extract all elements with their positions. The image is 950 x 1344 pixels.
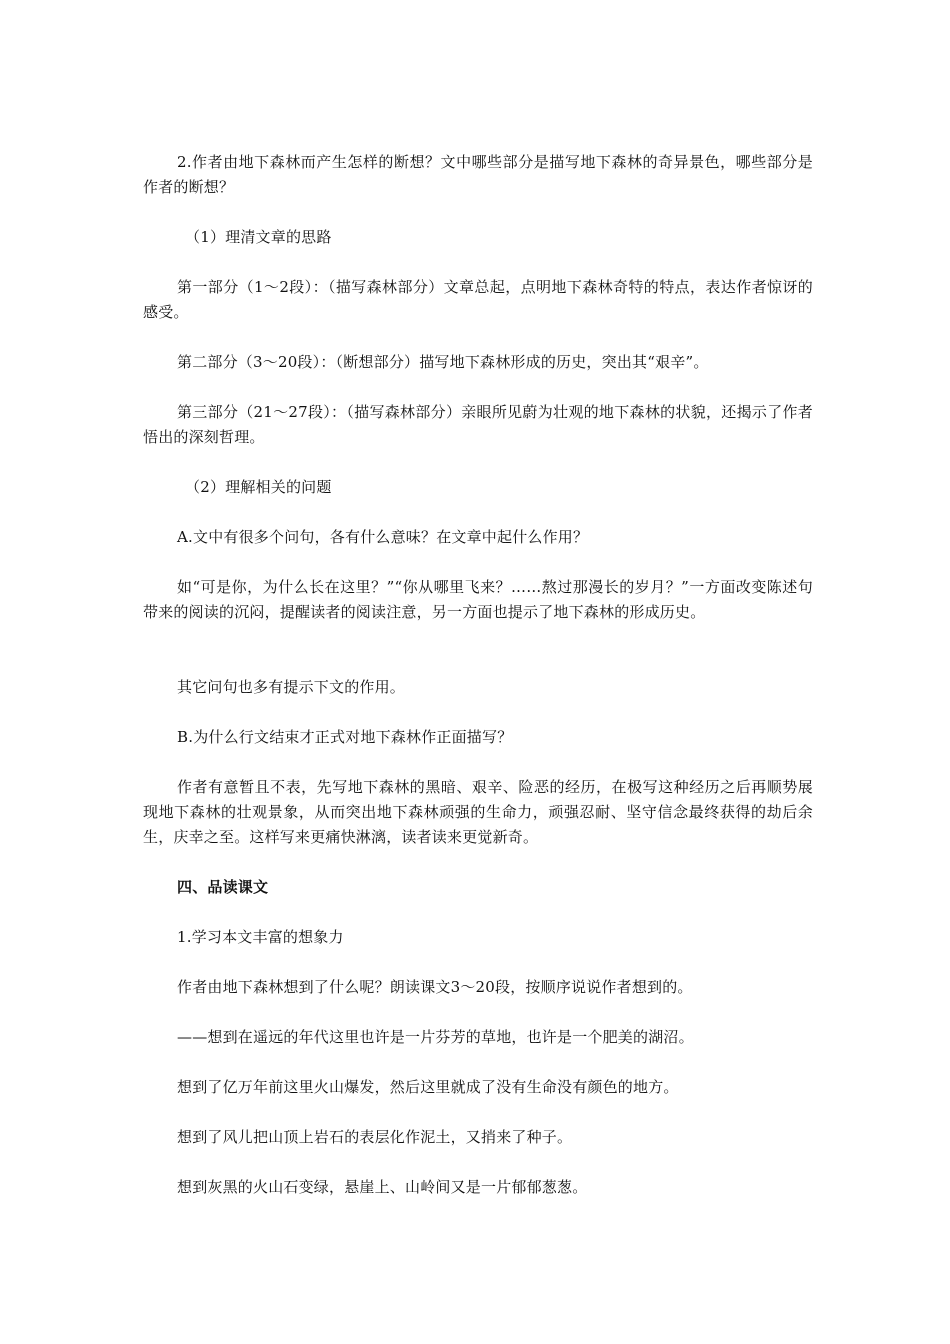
paragraph-part-1: 第一部分（1～2段）：（描写森林部分）文章总起，点明地下森林奇特的特点，表达作者惊讶的感受。 [143, 278, 813, 321]
subheading-1: （1）理清文章的思路 [185, 228, 332, 246]
paragraph-part-3: 第三部分（21～27段）：（描写森林部分）亲眼所见蔚为壮观的地下森林的状貌，还揭示了作者悟出的深刻哲理。 [143, 403, 813, 446]
question-b: B.为什么行文结束才正式对地下森林作正面描写？ [177, 728, 513, 746]
answer-a: 如“可是你，为什么长在这里？”“你从哪里飞来？……熬过那漫长的岁月？”一方面改变陈述句带来的阅读的沉闷，提醒读者的阅读注意，另一方面也提示了地下森林的形成历史。 [143, 578, 813, 621]
section-heading-4: 四、品读课文 [177, 878, 269, 896]
answer-b: 作者有意暂且不表，先写地下森林的黑暗、艰辛、险恶的经历，在极写这种经历之后再顺势展现地下森林的壮观景象，从而突出地下森林顽强的生命力，顽强忍耐、坚守信念最终获得的劫后余生，庆幸之至。这样写来更痛快淋漓，读者读来更觉新奇。 [143, 778, 813, 846]
answer-a-note: 其它问句也多有提示下文的作用。 [177, 678, 406, 696]
subheading-2: （2）理解相关的问题 [185, 478, 332, 496]
thought-2: 想到了亿万年前这里火山爆发，然后这里就成了没有生命没有颜色的地方。 [177, 1078, 679, 1096]
thought-3: 想到了风儿把山顶上岩石的表层化作泥土，又捎来了种子。 [177, 1128, 573, 1146]
thought-1: ——想到在遥远的年代这里也许是一片芬芳的草地，也许是一个肥美的湖沼。 [177, 1028, 694, 1046]
question-a: A.文中有很多个问句，各有什么意味？在文章中起什么作用？ [177, 528, 589, 546]
paragraph-part-2: 第二部分（3～20段）：（断想部分）描写地下森林形成的历史，突出其“艰辛”。 [177, 353, 709, 371]
question-2: 2.作者由地下森林而产生怎样的断想？文中哪些部分是描写地下森林的奇异景色，哪些部分是作者的断想？ [143, 153, 813, 196]
prompt-read-aloud: 作者由地下森林想到了什么呢？朗读课文3～20段，按顺序说说作者想到的。 [177, 978, 693, 996]
thought-4: 想到灰黑的火山石变绿，悬崖上、山岭间又是一片郁郁葱葱。 [177, 1178, 588, 1196]
subheading-learn-imagination: 1.学习本文丰富的想象力 [177, 928, 344, 946]
